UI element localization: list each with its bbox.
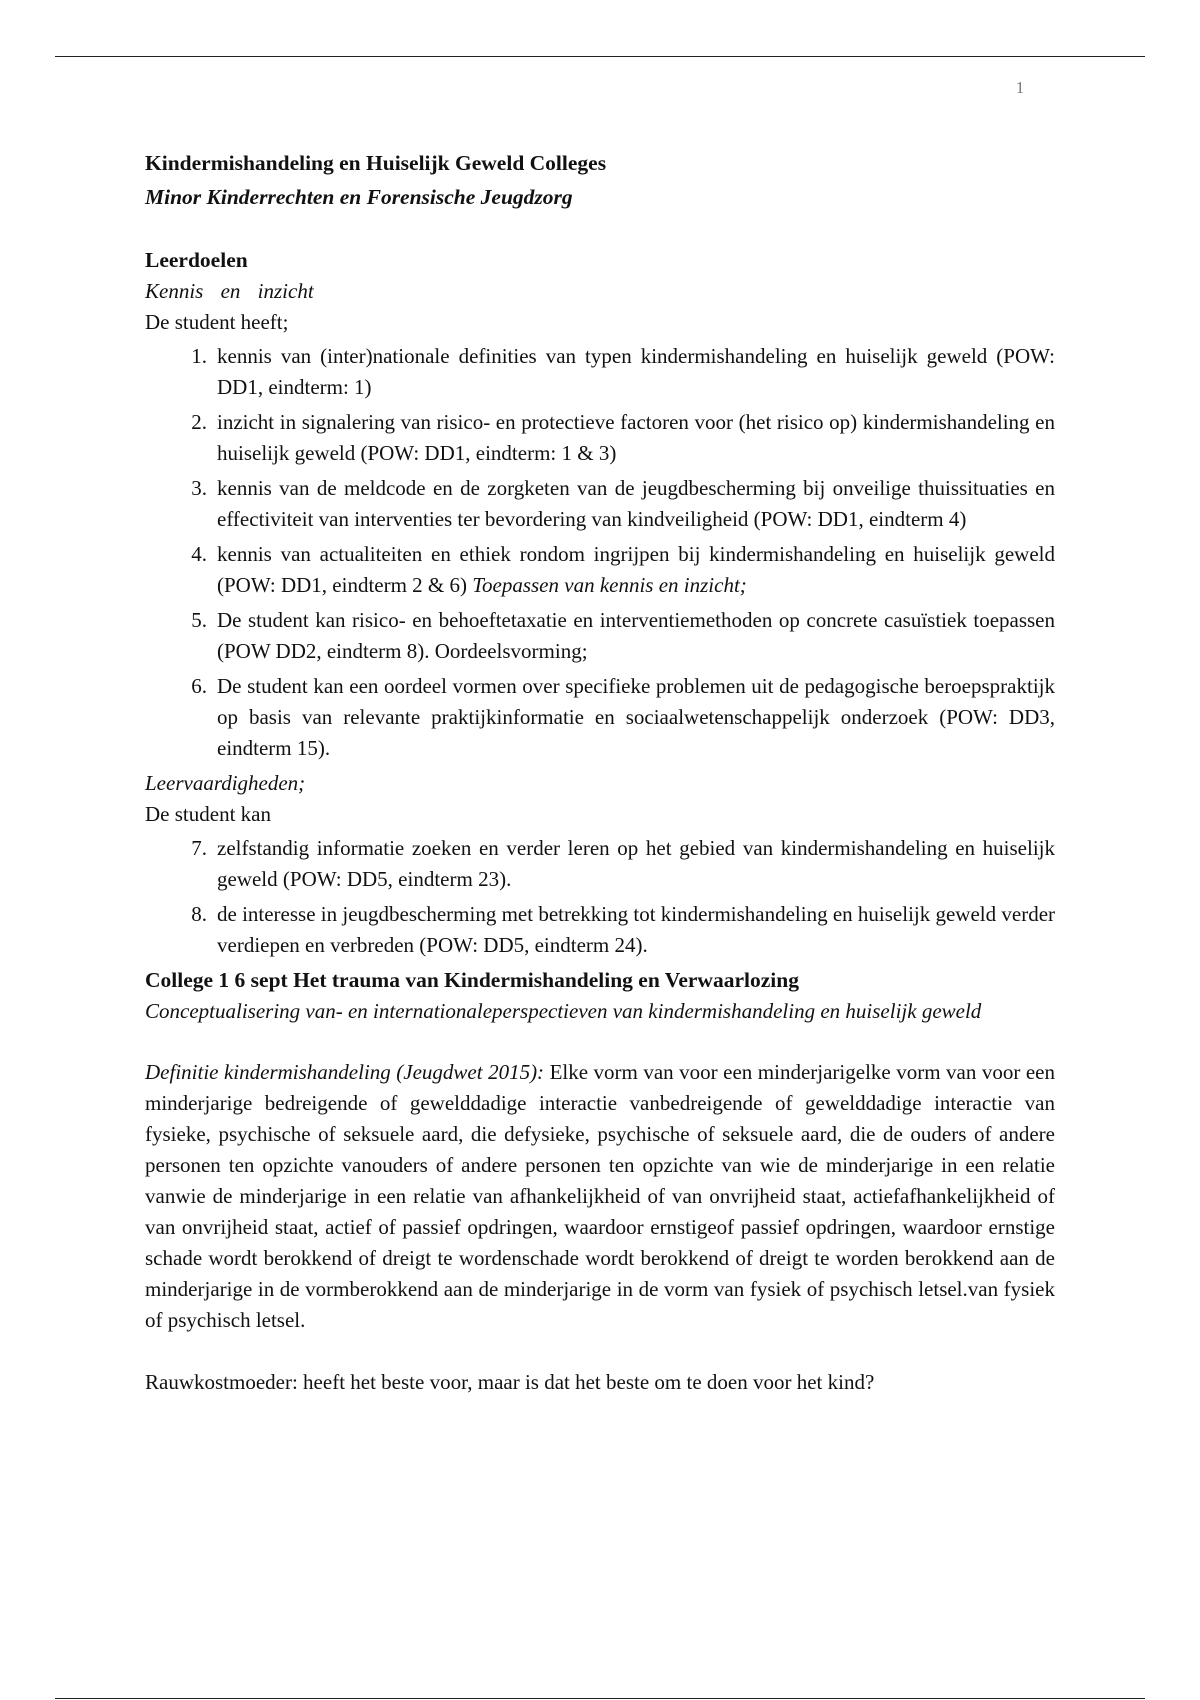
document-title: Kindermishandeling en Huiselijk Geweld Colleges — [145, 151, 607, 175]
header-rule — [55, 56, 1145, 57]
list-item: 7. zelfstandig informatie zoeken en verder leren op het gebied van kindermishandeling en huiselijk geweld (POW: DD5, eindterm 23). — [191, 836, 1055, 891]
list-item: 3. kennis van de meldcode en de zorgketen van de jeugdbescherming bij onveilige thuissituaties en effectiviteit van interventies ter bevordering van kindveiligheid (POW: DD1, eindterm 4) — [191, 476, 1055, 531]
list-item: 4. kennis van actualiteiten en ethiek rondom ingrijpen bij kindermishandeling en huiselijk geweld (POW: DD1, eindterm 2 & 6) Toepassen van kennis en inzicht; — [191, 542, 1055, 597]
definition-paragraph — [145, 1057, 1055, 1336]
document-subtitle: Minor Kinderrechten en Forensische Jeugdzorg — [145, 185, 573, 209]
list-item: 2. inzicht in signalering van risico- en protectieve factoren voor (het risico op) kindermishandeling en huiselijk geweld (POW: DD1, eindterm: 1 & 3) — [191, 410, 1055, 465]
document-body — [145, 147, 1055, 1398]
kennis-list — [145, 341, 1055, 764]
kennis-heading: Kennis en inzicht — [145, 279, 314, 303]
leervaardigheden-heading: Leervaardigheden; — [145, 771, 306, 795]
leerdoelen-heading: Leerdoelen — [145, 248, 248, 272]
toepassen-heading: Toepassen van kennis en inzicht; — [472, 573, 747, 597]
closing-paragraph: Rauwkostmoeder: heeft het beste voor, maar is dat het beste om te doen voor het kind? — [145, 1370, 875, 1394]
college1-subheading: Conceptualisering van- en internationaleperspectieven van kindermishandeling en huiselijk geweld — [145, 999, 982, 1023]
college1-heading: College 1 6 sept Het trauma van Kindermishandeling en Verwaarlozing — [145, 968, 799, 992]
definition-text: Elke vorm van voor een minderjarigelke vorm van voor een minderjarige bedreigende of gewelddadige interactie vanbedreigende of gewelddadige interactie van fysieke, psychische of seksuele aard, die defysieke, psychische of seksuele aard, die de ouders of andere personen ten opzichte vanouders of andere personen ten opzichte van wie de minderjarige in een relatie vanwie de minderjarige in een relatie van afhankelijkheid of van onvrijheid staat, actiefafhankelijkheid of van onvrijheid staat, actief of passief opdringen, waardoor ernstigeof passief opdringen, waardoor ernstige schade wordt berokkend of dreigt te wordenschade wordt berokkend of dreigt te worden berokkend aan de minderjarige in de vormberokkend aan de minderjarige in de vorm van fysiek of psychisch letsel.van fysiek of psychisch letsel. — [145, 1060, 1055, 1332]
page-number: 1 — [1015, 78, 1025, 97]
list-item: 1. kennis van (inter)nationale definities van typen kindermishandeling en huiselijk geweld (POW: DD1, eindterm: 1) — [191, 344, 1055, 399]
definition-label: Definitie kindermishandeling (Jeugdwet 2015): — [145, 1060, 545, 1084]
footer-rule — [55, 1698, 1145, 1699]
list-item: 8. de interesse in jeugdbescherming met betrekking tot kindermishandeling en huiselijk geweld verder verdiepen en verbreden (POW: DD5, eindterm 24). — [191, 902, 1056, 957]
list-item: 6. De student kan een oordeel vormen over specifieke problemen uit de pedagogische beroepspraktijk op basis van relevante praktijkinformatie en sociaalwetenschappelijk onderzoek (POW: DD3, eindterm 15). — [191, 674, 1055, 760]
leervaardigheden-list — [145, 833, 1055, 961]
list-item: 5. De student kan risico- en behoeftetaxatie en interventiemethoden op concrete casuïstiek toepassen (POW DD2, eindterm 8). Oordeelsvorming; — [191, 608, 1055, 663]
leervaardigheden-intro: De student kan — [145, 802, 271, 826]
kennis-intro: De student heeft; — [145, 310, 289, 334]
